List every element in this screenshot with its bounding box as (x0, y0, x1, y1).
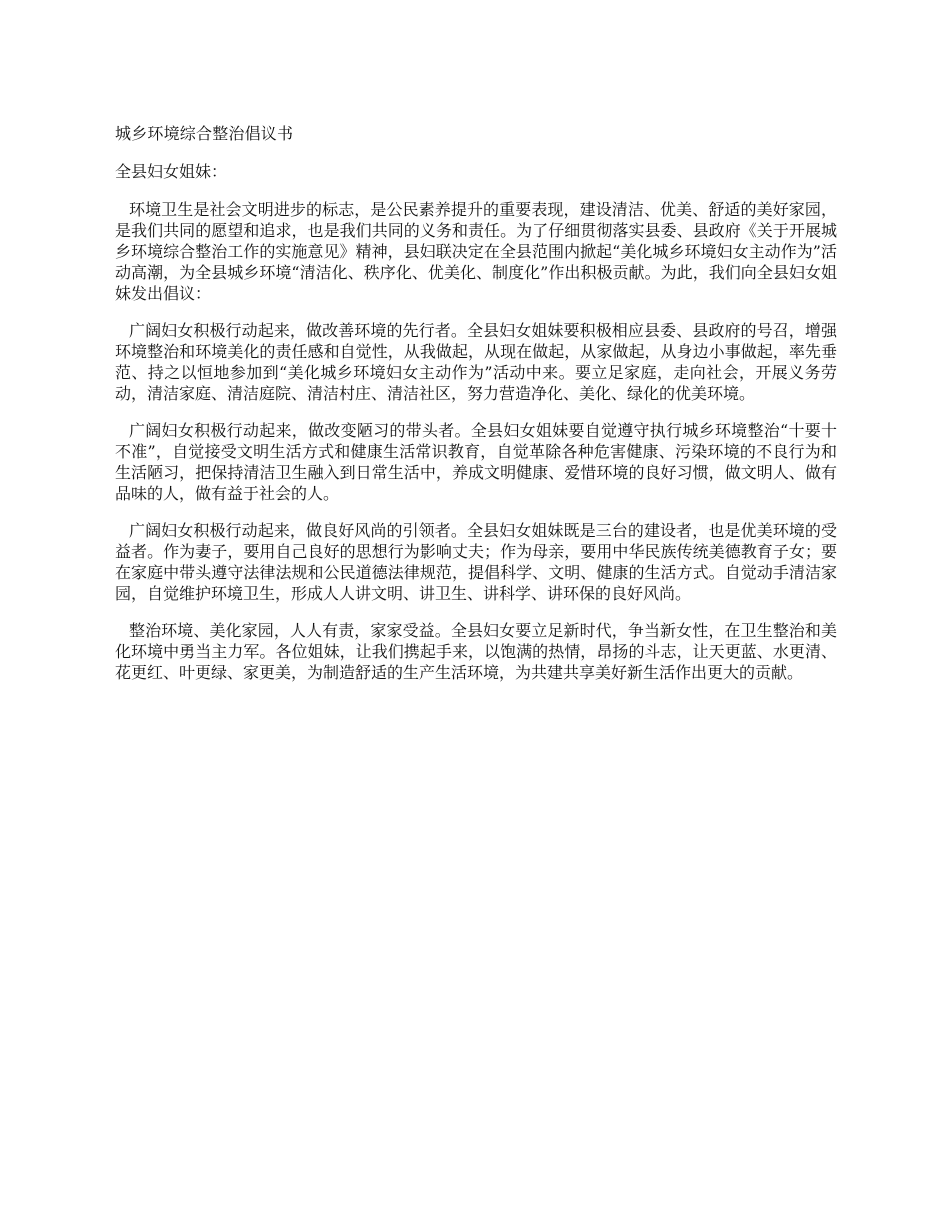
paragraph-change-habits: 广阔妇女积极行动起来，做改变陋习的带头者。全县妇女姐妹要自觉遵守执行城乡环境整治“十要十不准”，自觉接受文明生活方式和健康生活常识教育，自觉革除各种危害健康、污染环境的不良行为和生活陋习，把保持清洁卫生融入到日常生活中，养成文明健康、爱惜环境的良好习惯，做文明人、做有品味的人，做有益于社会的人。 (115, 421, 837, 503)
salutation: 全县妇女姐妹： (115, 162, 228, 181)
document-body (115, 123, 837, 699)
paragraph-closing: 整治环境、美化家园，人人有责，家家受益。全县妇女要立足新时代，争当新女性，在卫生整治和美化环境中勇当主力军。各位姐妹，让我们携起手来，以饱满的热情，昂扬的斗志，让天更蓝、水更清、花更红、叶更绿、家更美，为制造舒适的生产生活环境，为共建共享美好新生活作出更大的贡献。 (115, 621, 837, 682)
paragraph-good-customs: 广阔妇女积极行动起来，做良好风尚的引领者。全县妇女姐妹既是三台的建设者，也是优美环境的受益者。作为妻子，要用自己良好的思想行为影响丈夫；作为母亲，要用中华民族传统美德教育子女；要在家庭中带头遵守法律法规和公民道德法律规范，提倡科学、文明、健康的生活方式。自觉动手清洁家园，自觉维护环境卫生，形成人人讲文明、讲卫生、讲科学、讲环保的良好风尚。 (115, 521, 837, 603)
paragraph-intro: 环境卫生是社会文明进步的标志，是公民素养提升的重要表现，建设清洁、优美、舒适的美好家园，是我们共同的愿望和追求，也是我们共同的义务和责任。为了仔细贯彻落实县委、县政府《关于开展城乡环境综合整治工作的实施意见》精神，县妇联决定在全县范围内掀起“美化城乡环境妇女主动作为”活动高潮，为全县城乡环境“清洁化、秩序化、优美化、制度化”作出积极贡献。为此，我们向全县妇女姐妹发出倡议： (115, 200, 837, 303)
document-title: 城乡环境综合整治倡议书 (115, 124, 294, 143)
paragraph-improve-environment: 广阔妇女积极行动起来，做改善环境的先行者。全县妇女姐妹要积极相应县委、县政府的号召，增强环境整治和环境美化的责任感和自觉性，从我做起，从现在做起，从家做起，从身边小事做起，率先垂范、持之以恒地参加到“美化城乡环境妇女主动作为”活动中来。要立足家庭，走向社会，开展义务劳动，清洁家庭、清洁庭院、清洁村庄、清洁社区，努力营造净化、美化、绿化的优美环境。 (115, 321, 837, 403)
